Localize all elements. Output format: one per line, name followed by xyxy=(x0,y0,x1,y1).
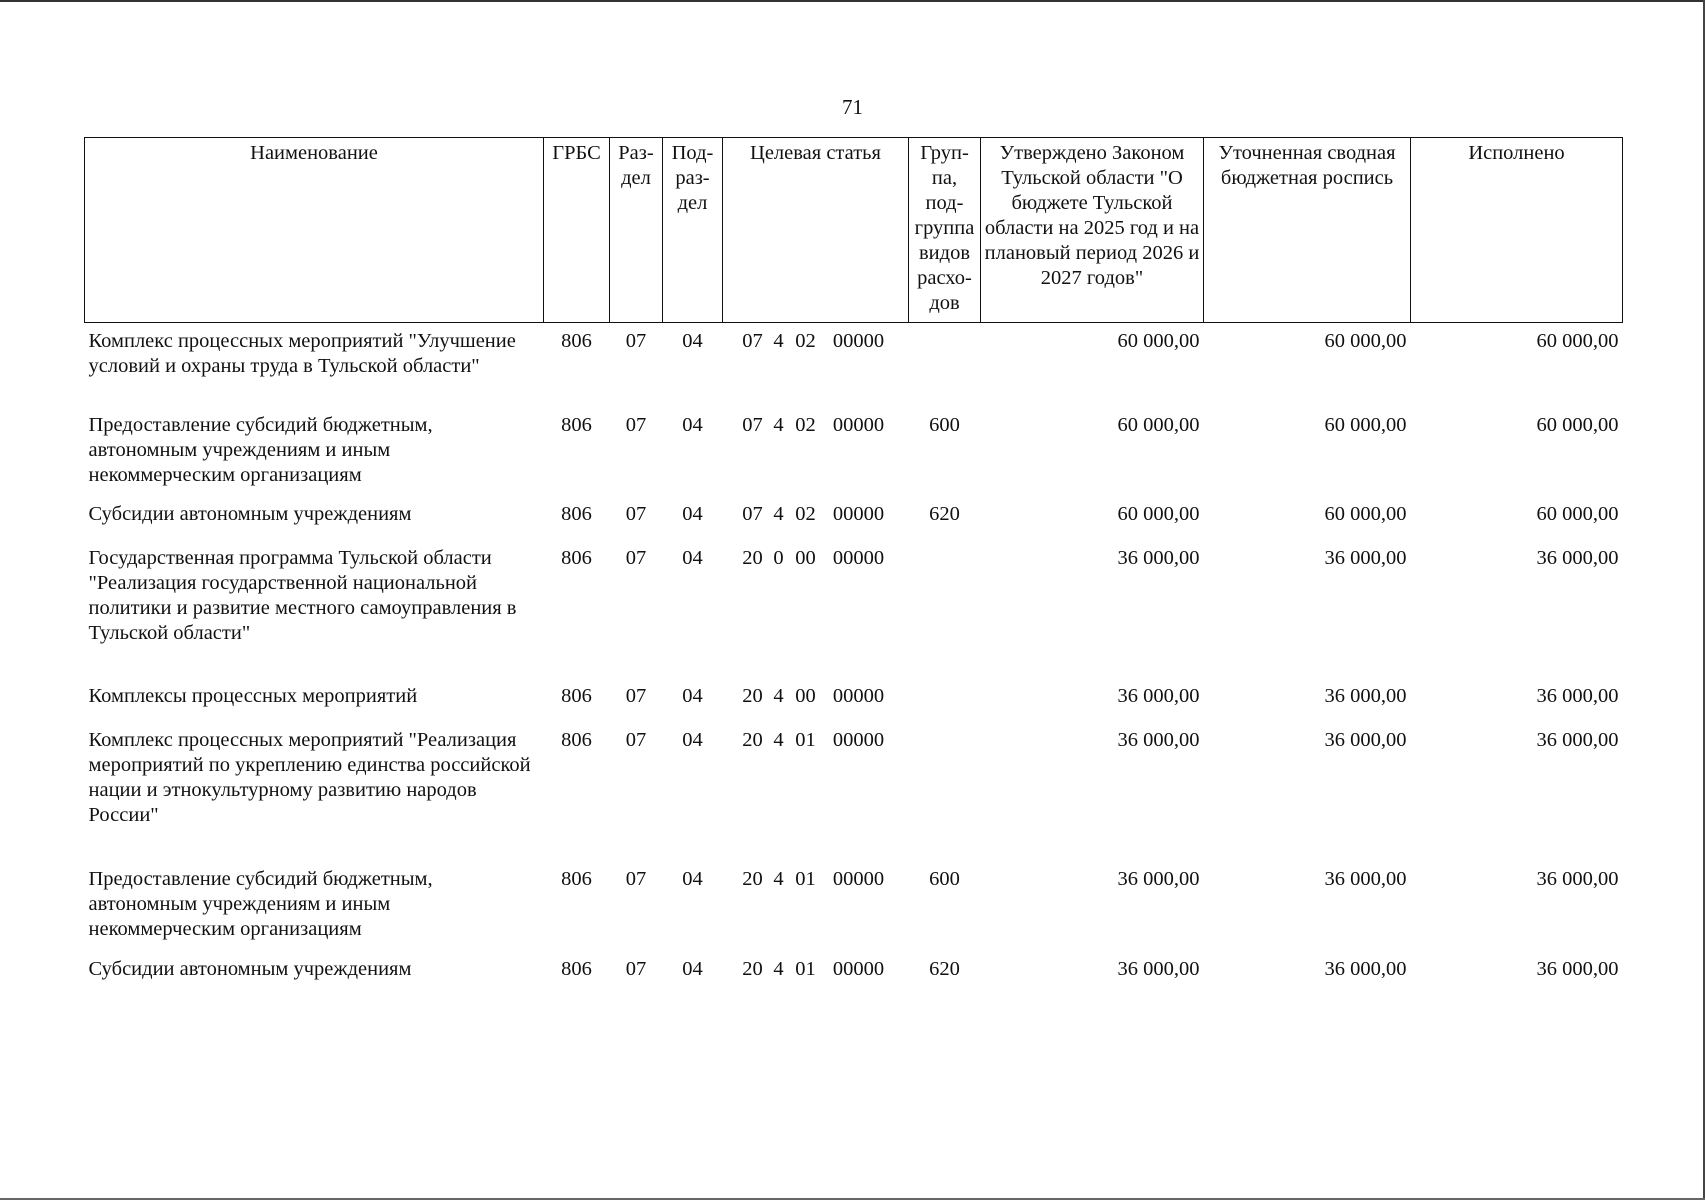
target-part-direction: 00000 xyxy=(832,413,885,436)
target-part-type: 4 xyxy=(773,330,784,352)
row-executed: 36 000,00 xyxy=(1536,957,1619,980)
row-grbs: 806 xyxy=(561,330,592,352)
row-razdel: 07 xyxy=(625,546,647,569)
target-part-complex: 00 xyxy=(795,546,816,569)
row-grbs: 806 xyxy=(561,957,592,980)
budget-table xyxy=(84,137,1623,1001)
table-row xyxy=(85,957,1623,1001)
target-part-type: 0 xyxy=(773,546,784,569)
row-approved: 36 000,00 xyxy=(1117,546,1200,569)
row-executed: 36 000,00 xyxy=(1536,684,1619,707)
target-part-program: 20 xyxy=(742,684,763,707)
header-approved: Утверждено Законом Тульской области "О бюджете Тульской области на 2025 год и на плановый период 2026 и 2027 годов" xyxy=(981,138,1204,323)
page-number: 71 xyxy=(842,95,863,119)
row-grbs: 806 xyxy=(561,546,592,569)
row-refined: 60 000,00 xyxy=(1324,330,1407,352)
row-razdel: 07 xyxy=(625,957,647,980)
table-row xyxy=(85,684,1623,728)
row-target xyxy=(723,546,909,684)
row-group xyxy=(909,728,981,867)
target-part-program: 20 xyxy=(742,728,763,751)
row-approved: 36 000,00 xyxy=(1117,728,1200,751)
target-part-direction: 00000 xyxy=(832,957,885,980)
header-grbs: ГРБС xyxy=(544,138,610,323)
target-part-program: 07 xyxy=(742,330,763,352)
row-target xyxy=(723,728,909,867)
row-podrazdel: 04 xyxy=(682,502,703,525)
row-grbs: 806 xyxy=(561,728,592,751)
row-target xyxy=(723,323,909,413)
target-part-complex: 02 xyxy=(795,330,816,352)
row-group: 620 xyxy=(929,957,960,980)
target-part-program: 20 xyxy=(742,546,763,569)
row-grbs: 806 xyxy=(561,413,592,436)
row-name: Субсидии автономным учреждениям xyxy=(88,957,412,980)
row-name: Предоставление субсидий бюджетным, автономным учреждениям и иным некоммерческим организациям xyxy=(88,413,433,486)
target-part-program: 07 xyxy=(742,413,763,436)
row-refined: 36 000,00 xyxy=(1324,546,1407,569)
row-refined: 36 000,00 xyxy=(1324,867,1407,890)
target-part-direction: 00000 xyxy=(832,546,885,569)
row-refined: 60 000,00 xyxy=(1324,413,1407,436)
row-razdel: 07 xyxy=(625,413,647,436)
row-refined: 36 000,00 xyxy=(1324,684,1407,707)
row-razdel: 07 xyxy=(625,867,647,890)
header-refined: Уточненная сводная бюджетная роспись xyxy=(1204,138,1411,323)
target-part-complex: 00 xyxy=(795,684,816,707)
table-row xyxy=(85,413,1623,502)
table-row xyxy=(85,502,1623,546)
table-row xyxy=(85,323,1623,413)
target-part-program: 07 xyxy=(742,502,763,525)
page-border-top xyxy=(0,0,1705,2)
row-approved: 60 000,00 xyxy=(1117,502,1200,525)
row-podrazdel: 04 xyxy=(682,546,703,569)
table-row xyxy=(85,546,1623,684)
row-executed: 60 000,00 xyxy=(1536,330,1619,352)
row-approved: 36 000,00 xyxy=(1117,867,1200,890)
target-part-direction: 00000 xyxy=(832,502,885,525)
row-target xyxy=(723,957,909,1001)
row-podrazdel: 04 xyxy=(682,684,703,707)
table-row xyxy=(85,728,1623,867)
row-executed: 36 000,00 xyxy=(1536,546,1619,569)
row-target xyxy=(723,413,909,502)
row-grbs: 806 xyxy=(561,502,592,525)
row-name: Комплекс процессных мероприятий "Улучшение условий и охраны труда в Тульской области" xyxy=(88,330,516,377)
row-podrazdel: 04 xyxy=(682,413,703,436)
row-name: Государственная программа Тульской области "Реализация государственной национальной политики и развитие местного самоуправления в Тульской области" xyxy=(88,546,517,644)
row-refined: 36 000,00 xyxy=(1324,728,1407,751)
row-podrazdel: 04 xyxy=(682,957,703,980)
header-razdel: Раз-дел xyxy=(610,138,663,323)
target-part-direction: 00000 xyxy=(832,728,885,751)
row-grbs: 806 xyxy=(561,684,592,707)
target-part-complex: 02 xyxy=(795,502,816,525)
target-part-type: 4 xyxy=(773,684,784,707)
target-part-direction: 00000 xyxy=(832,684,885,707)
target-part-program: 20 xyxy=(742,867,763,890)
row-name: Предоставление субсидий бюджетным, автономным учреждениям и иным некоммерческим организациям xyxy=(88,867,433,940)
header-name: Наименование xyxy=(85,138,544,323)
row-group: 600 xyxy=(929,413,960,436)
row-group xyxy=(909,684,981,728)
target-part-program: 20 xyxy=(742,957,763,980)
row-approved: 36 000,00 xyxy=(1117,684,1200,707)
row-razdel: 07 xyxy=(625,684,647,707)
row-razdel: 07 xyxy=(625,330,647,352)
row-executed: 36 000,00 xyxy=(1536,867,1619,890)
row-target xyxy=(723,684,909,728)
target-part-direction: 00000 xyxy=(832,867,885,890)
row-name: Комплексы процессных мероприятий xyxy=(88,684,418,707)
table-header-row xyxy=(85,138,1623,323)
target-part-type: 4 xyxy=(773,413,784,436)
row-refined: 36 000,00 xyxy=(1324,957,1407,980)
table-row xyxy=(85,867,1623,957)
header-target: Целевая статья xyxy=(723,138,909,323)
row-grbs: 806 xyxy=(561,867,592,890)
row-executed: 36 000,00 xyxy=(1536,728,1619,751)
row-target xyxy=(723,502,909,546)
target-part-type: 4 xyxy=(773,728,784,751)
row-razdel: 07 xyxy=(625,728,647,751)
row-group: 620 xyxy=(929,502,960,525)
row-executed: 60 000,00 xyxy=(1536,413,1619,436)
target-part-complex: 01 xyxy=(795,867,816,890)
row-podrazdel: 04 xyxy=(682,867,703,890)
row-approved: 36 000,00 xyxy=(1117,957,1200,980)
target-part-complex: 02 xyxy=(795,413,816,436)
header-podrazdel: Под-раз-дел xyxy=(663,138,723,323)
row-target xyxy=(723,867,909,957)
target-part-direction: 00000 xyxy=(832,330,885,352)
row-podrazdel: 04 xyxy=(682,728,703,751)
row-refined: 60 000,00 xyxy=(1324,502,1407,525)
target-part-complex: 01 xyxy=(795,728,816,751)
target-part-complex: 01 xyxy=(795,957,816,980)
row-name: Комплекс процессных мероприятий "Реализация мероприятий по укреплению единства российской нации и этнокультурному развитию народов России" xyxy=(88,728,531,826)
row-group: 600 xyxy=(929,867,960,890)
target-part-type: 4 xyxy=(773,957,784,980)
header-group: Груп-па, под-группа видов расхо-дов xyxy=(909,138,981,323)
row-group xyxy=(909,546,981,684)
row-podrazdel: 04 xyxy=(682,330,703,352)
target-part-type: 4 xyxy=(773,502,784,525)
row-approved: 60 000,00 xyxy=(1117,330,1200,352)
row-approved: 60 000,00 xyxy=(1117,413,1200,436)
header-executed: Исполнено xyxy=(1411,138,1623,323)
row-razdel: 07 xyxy=(625,502,647,525)
target-part-type: 4 xyxy=(773,867,784,890)
row-executed: 60 000,00 xyxy=(1536,502,1619,525)
row-name: Субсидии автономным учреждениям xyxy=(88,502,412,525)
row-group xyxy=(909,323,981,413)
